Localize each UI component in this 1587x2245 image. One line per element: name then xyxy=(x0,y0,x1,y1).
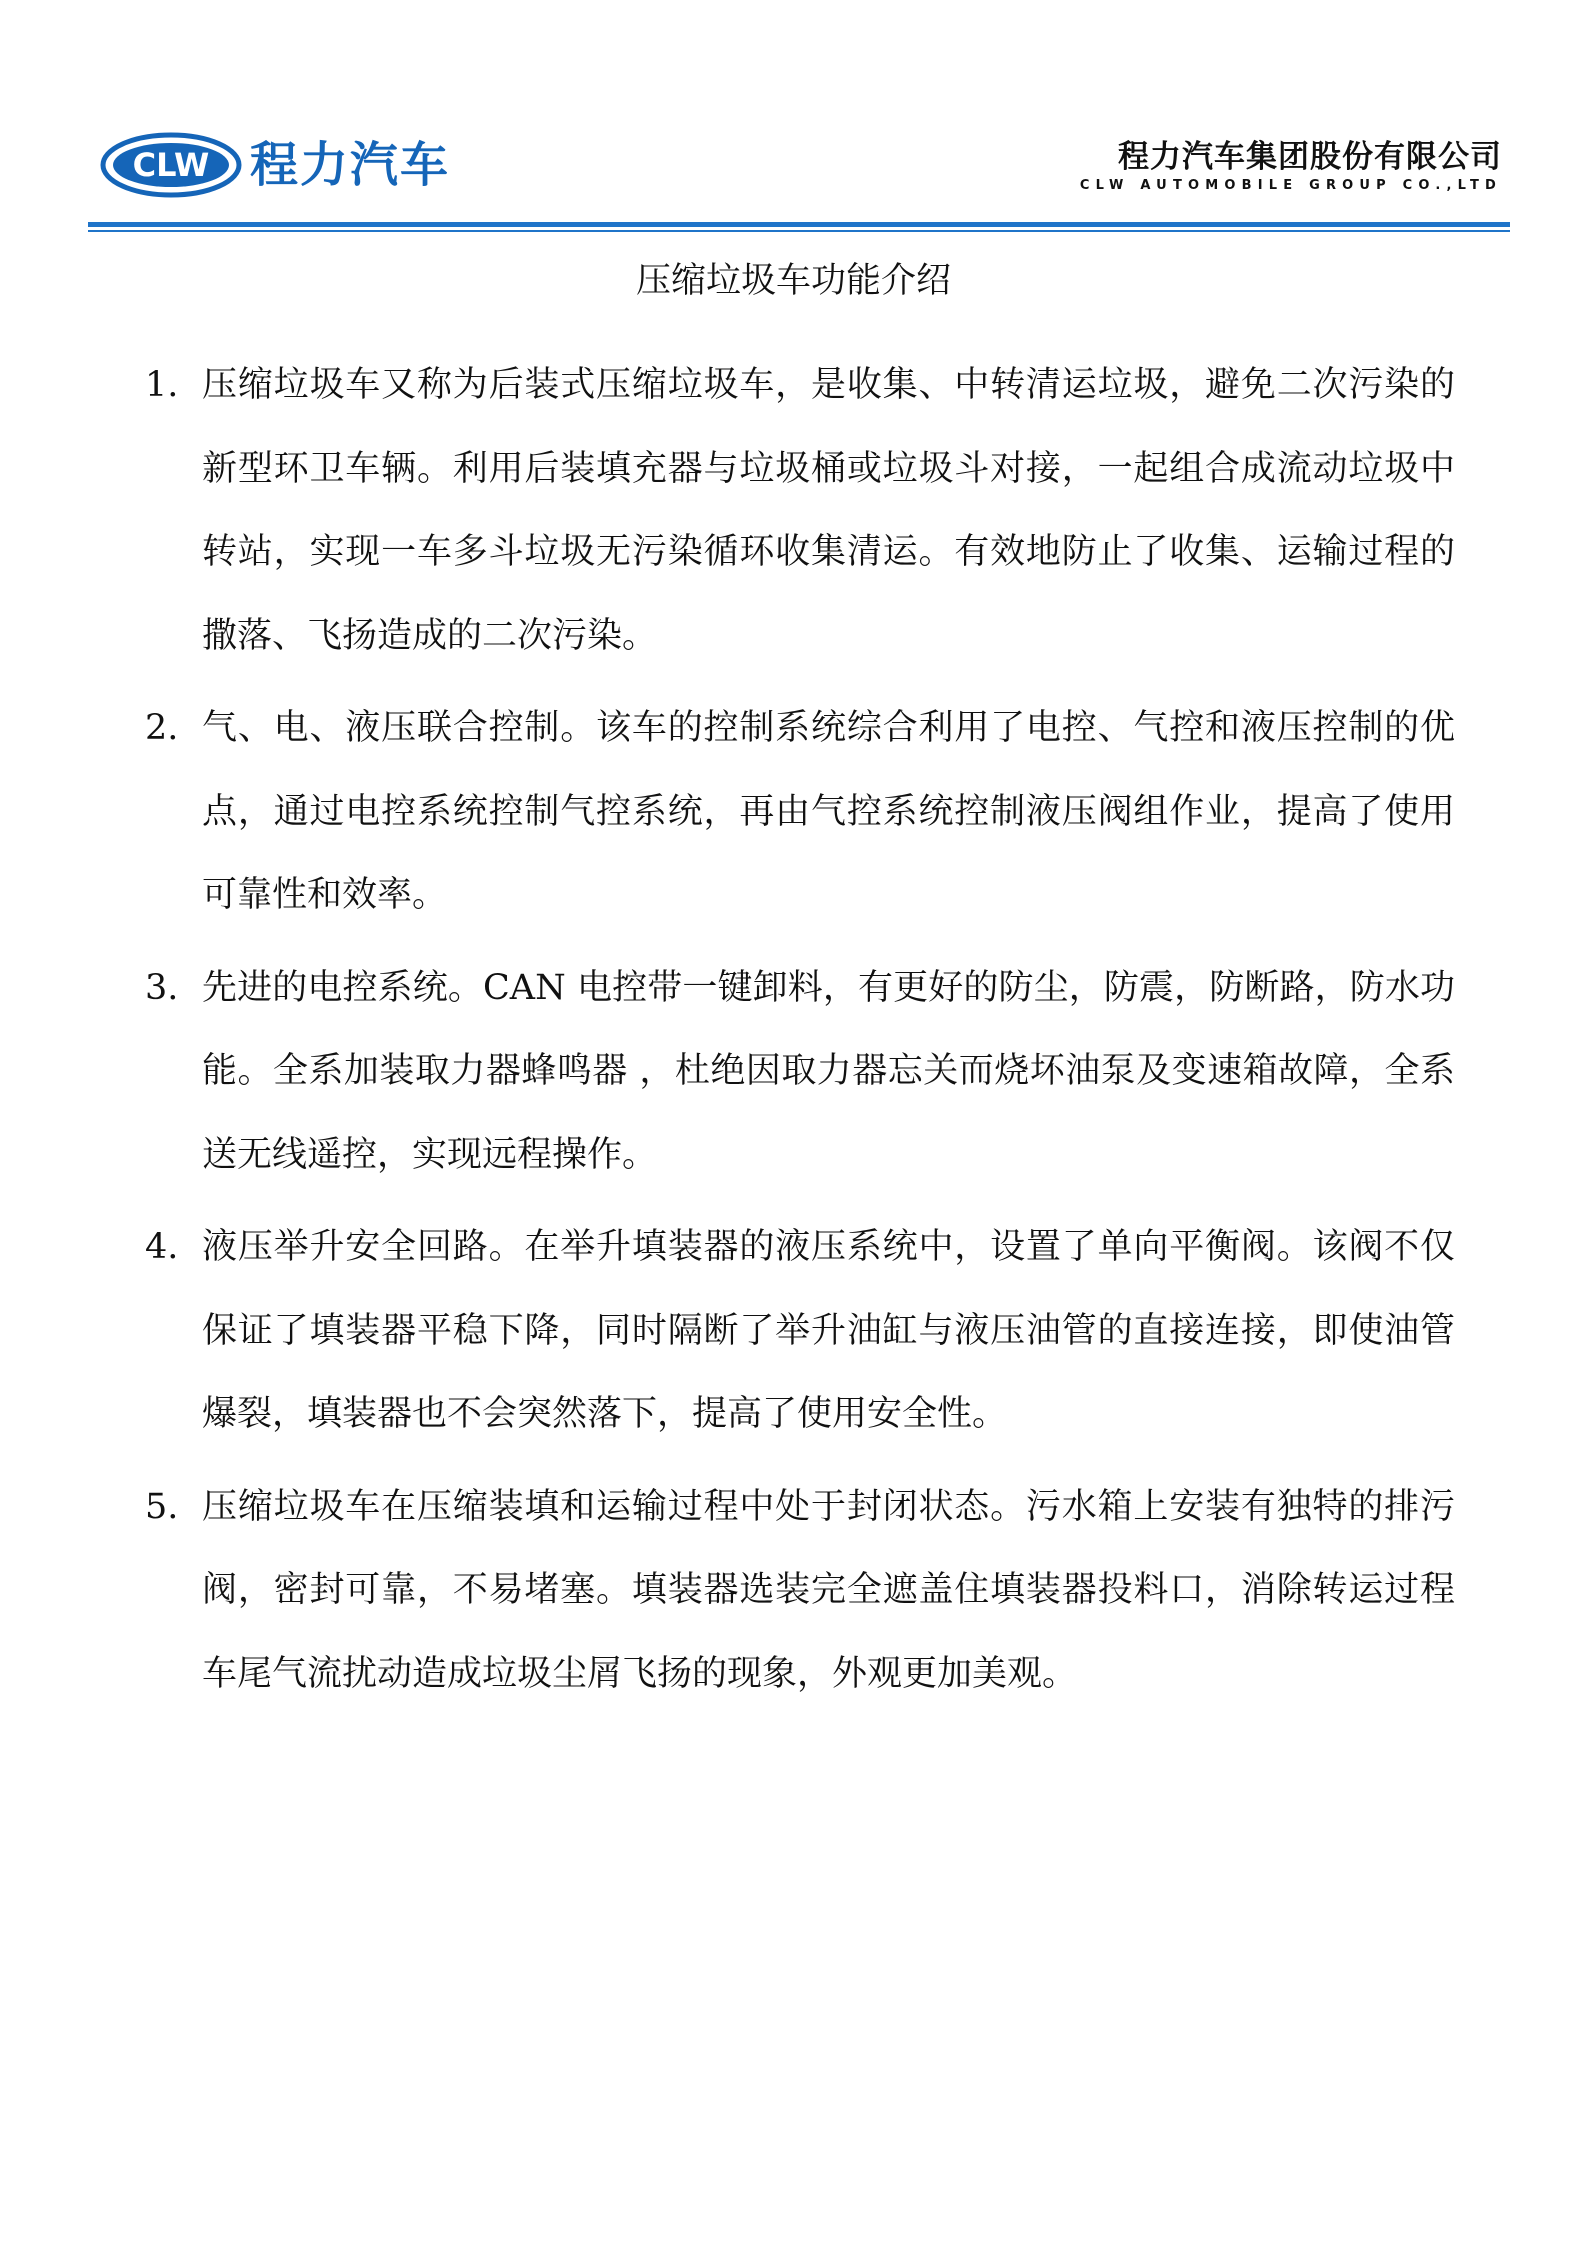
list-item-text: 先进的电控系统。CAN 电控带一键卸料，有更好的防尘，防震，防断路，防水功能。全系加装取力器蜂鸣器 ，杜绝因取力器忘关而烧坏油泵及变速箱故障，全系送无线遥控，实现远程操作。 xyxy=(202,967,1455,1175)
document-title: 压缩垃圾车功能介绍 xyxy=(635,261,951,301)
header-rule-thick xyxy=(88,222,1510,227)
brand-name: 程力汽车 xyxy=(250,137,451,193)
header-rule-thin xyxy=(88,230,1510,232)
list-item-text: 压缩垃圾车又称为后装式压缩垃圾车，是收集、中转清运垃圾，避免二次污染的新型环卫车辆。利用后装填充器与垃圾桶或垃圾斗对接，一起组合成流动垃圾中转站，实现一车多斗垃圾无污染循环收集清运。有效地防止了收集、运输过程的撒落、飞扬造成的二次污染。 xyxy=(202,365,1455,656)
company-logo xyxy=(100,130,450,200)
company-name-block xyxy=(1079,139,1502,193)
list-item-text: 压缩垃圾车在压缩装填和运输过程中处于封闭状态。污水箱上安装有独特的排污阀，密封可靠，不易堵塞。填装器选装完全遮盖住填装器投料口，消除转运过程车尾气流扰动造成垃圾尘屑飞扬的现象，外观更加美观。 xyxy=(202,1486,1455,1694)
list-item xyxy=(145,344,1455,678)
list-item xyxy=(145,1466,1455,1717)
page-header xyxy=(0,0,1587,240)
list-item-number: 3. xyxy=(145,967,179,1008)
list-item-number: 2. xyxy=(145,708,179,748)
list-item xyxy=(145,687,1455,938)
clw-logo-icon xyxy=(100,132,242,198)
list-item xyxy=(145,947,1455,1198)
feature-list xyxy=(145,344,1455,1725)
list-item xyxy=(145,1206,1455,1457)
list-item-text: 气、电、液压联合控制。该车的控制系统综合利用了电控、气控和液压控制的优点，通过电控系统控制气控系统，再由气控系统控制液压阀组作业，提高了使用可靠性和效率。 xyxy=(202,708,1455,915)
list-item-number: 1. xyxy=(145,365,179,405)
list-item-number: 4. xyxy=(145,1227,179,1267)
company-name-cn: 程力汽车集团股份有限公司 xyxy=(1118,139,1502,175)
logo-mark-text: CLW xyxy=(132,146,210,184)
company-name-en: CLW AUTOMOBILE GROUP CO.,LTD xyxy=(1079,178,1502,193)
list-item-text: 液压举升安全回路。在举升填装器的液压系统中，设置了单向平衡阀。该阀不仅保证了填装器平稳下降，同时隔断了举升油缸与液压油管的直接连接，即使油管爆裂，填装器也不会突然落下，提高了使用安全性。 xyxy=(202,1227,1455,1434)
list-item-number: 5. xyxy=(145,1486,179,1527)
